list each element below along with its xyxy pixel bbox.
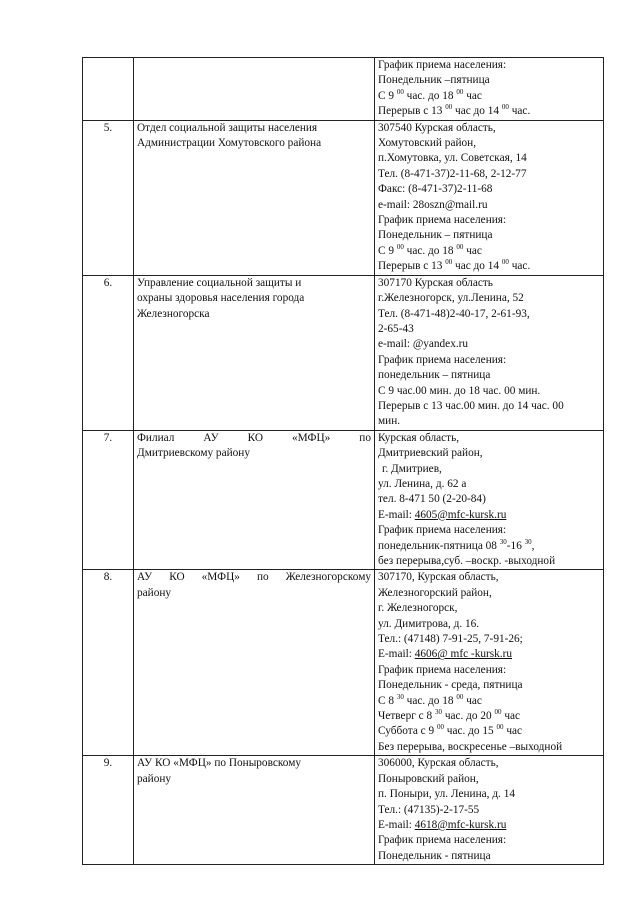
time-minutes-superscript: 00	[494, 709, 502, 717]
info-text: С 9	[378, 244, 397, 257]
info-text: e-mail: @yandex.ru	[378, 338, 469, 351]
contact-info-line	[378, 477, 600, 492]
info-text: Курская область,	[378, 431, 460, 444]
contact-info-line	[378, 89, 600, 104]
contact-info-line	[378, 182, 600, 197]
info-text: Тел. (8-471-37)2-11-68, 2-12-77	[378, 167, 527, 180]
info-text: час до 14	[452, 105, 502, 118]
info-text: 2-65-43	[378, 322, 414, 335]
info-text: ,	[531, 539, 535, 552]
time-minutes-superscript: 00	[501, 104, 509, 112]
info-text: понедельник-пятница 08	[378, 539, 500, 552]
organization-cell	[134, 58, 375, 121]
info-text: тел. 8-471 50 (2-20-84)	[378, 493, 486, 506]
info-text: Понедельник - пятница	[378, 849, 491, 862]
info-text: час до 14	[452, 260, 502, 273]
contact-info-line	[378, 244, 600, 259]
time-minutes-superscript: 30	[499, 538, 507, 546]
time-minutes-superscript: 00	[456, 243, 464, 251]
info-text: без перерыва,суб. –воскр. -выходной	[378, 555, 556, 567]
info-text: п.Хомутовка, ул. Советская, 14	[378, 152, 527, 165]
contact-info-line	[378, 508, 600, 523]
time-minutes-superscript: 00	[501, 259, 509, 267]
info-text: час	[501, 710, 521, 723]
contact-info-cell	[375, 275, 604, 430]
contact-info-line	[378, 259, 600, 274]
contact-info-line	[378, 647, 600, 662]
info-text: Четверг с 8	[378, 710, 435, 723]
info-text: понедельник – пятница	[378, 369, 491, 382]
offices-table	[82, 57, 604, 865]
info-text: Перерыв с 13	[378, 260, 446, 273]
time-minutes-superscript: 00	[456, 693, 464, 701]
contact-info-line	[378, 462, 600, 477]
contact-info-line	[378, 740, 600, 755]
info-text: С 9 час.00 мин. до 18 час. 00 мин.	[378, 384, 541, 397]
contact-info-line	[378, 307, 600, 322]
info-text: Перерыв с 13 час.00 мин. до 14 час. 00	[378, 399, 564, 412]
contact-info-line	[378, 678, 600, 693]
info-text: час	[463, 694, 482, 707]
time-minutes-superscript: 00	[456, 88, 464, 96]
organization-cell	[134, 756, 375, 865]
contact-info-line	[378, 151, 600, 166]
contact-info-line	[378, 632, 600, 647]
contact-info-line	[378, 276, 600, 291]
table-row	[83, 756, 604, 865]
info-text: Дмитриевский район,	[378, 447, 483, 460]
contact-info-line	[378, 724, 600, 739]
contact-info-line	[378, 709, 600, 724]
info-text: 307170, Курская область,	[378, 571, 499, 584]
time-minutes-superscript: 00	[396, 88, 404, 96]
info-text: час	[463, 244, 482, 257]
organization-cell	[134, 120, 375, 275]
organization-name-line: АУ КО «МФЦ» по Железногорскому	[137, 571, 371, 584]
contact-info-line	[378, 586, 600, 601]
contact-info-line	[378, 291, 600, 306]
info-text: Хомутовский район,	[378, 137, 477, 150]
info-text: час.	[508, 105, 531, 118]
info-text: г. Дмитриев,	[382, 462, 442, 475]
info-text: ул. Ленина, д. 62 а	[378, 477, 467, 490]
contact-info-line	[378, 198, 600, 213]
info-text: час. до 15	[443, 725, 497, 738]
info-text: Понедельник – пятница	[378, 229, 493, 242]
info-text: Факс: (8-471-37)2-11-68	[378, 183, 493, 196]
contact-info-line	[378, 104, 600, 119]
organization-name-line: Железногорска	[137, 307, 210, 320]
info-text: мин.	[378, 415, 401, 428]
time-minutes-superscript: 30	[435, 709, 442, 717]
info-text: Суббота с 9	[378, 725, 437, 738]
organization-name-line: Отдел социальной защиты населения	[137, 121, 318, 134]
contact-info-line	[378, 570, 600, 585]
organization-name-line: району	[137, 772, 172, 785]
organization-name-line: Управление социальной защиты и	[137, 276, 302, 289]
info-text: час. до 18	[403, 694, 457, 707]
contact-info-line	[378, 446, 600, 461]
contact-info-line	[378, 663, 600, 678]
organization-name-line: охраны здоровья населения города	[137, 292, 305, 305]
info-text: Перерыв с 13	[378, 105, 446, 118]
email-link[interactable]: 4605@mfc-kursk.ru	[414, 508, 507, 521]
info-text: час. до 20	[442, 710, 495, 723]
offices-table-body	[83, 58, 604, 865]
contact-info-cell	[375, 756, 604, 865]
time-minutes-superscript: 00	[396, 243, 404, 251]
contact-info-line	[378, 756, 600, 771]
info-text: Понедельник –пятница	[378, 74, 490, 87]
info-text: ул. Димитрова, д. 16.	[378, 617, 480, 630]
table-row	[83, 570, 604, 756]
info-text: г. Железногорск,	[378, 602, 458, 615]
contact-info-line	[378, 833, 600, 848]
info-text: час.	[508, 260, 531, 273]
contact-info-line	[378, 368, 600, 383]
info-text: 307170 Курская область	[378, 276, 493, 289]
time-minutes-superscript: 00	[496, 724, 504, 732]
info-text: п. Поныри, ул. Ленина, д. 14	[378, 788, 516, 801]
contact-info-line	[378, 136, 600, 151]
contact-info-line	[378, 694, 600, 709]
contact-info-line	[378, 787, 600, 802]
contact-info-line	[378, 523, 600, 538]
contact-info-line	[378, 353, 600, 368]
contact-info-line	[378, 617, 600, 632]
info-text: e-mail: 28oszn@mail.ru	[378, 198, 488, 211]
row-number: 7.	[83, 430, 134, 570]
contact-info-line	[378, 228, 600, 243]
info-text: г.Железногорск, ул.Ленина, 52	[378, 292, 524, 305]
contact-info-line	[378, 803, 600, 818]
time-minutes-superscript: 30	[524, 538, 532, 546]
table-row	[83, 120, 604, 275]
contact-info-line	[378, 384, 600, 399]
info-text: График приема населения:	[378, 353, 507, 366]
info-text: Без перерыва, воскресенье –выходной	[378, 740, 563, 753]
contact-info-cell	[375, 570, 604, 756]
organization-name-line: району	[137, 586, 172, 599]
contact-info-line	[378, 554, 600, 569]
info-text: График приема населения:	[378, 524, 507, 537]
info-text: 307540 Курская область,	[378, 121, 496, 134]
organization-name-line: Дмитриевскому району	[137, 447, 250, 460]
contact-info-line	[378, 414, 600, 429]
info-text: Тел. (8-471-48)2-40-17, 2-61-93,	[378, 307, 530, 320]
info-text: С 8	[378, 694, 397, 707]
row-number: 5.	[83, 120, 134, 275]
info-text: Понедельник - среда, пятница	[378, 679, 523, 692]
info-text: E-mail:	[378, 648, 415, 661]
email-link[interactable]: 4618@mfc-kursk.ru	[414, 818, 507, 831]
contact-info-line	[378, 337, 600, 352]
contact-info-cell	[375, 58, 604, 121]
contact-info-line	[378, 772, 600, 787]
info-text: График приема населения:	[378, 834, 507, 847]
contact-info-line	[378, 213, 600, 228]
contact-info-line	[378, 167, 600, 182]
contact-info-line	[378, 492, 600, 507]
organization-name-line: АУ КО «МФЦ» по Поныровскому	[137, 757, 302, 770]
info-text: час. до 18	[403, 244, 457, 257]
organization-name-line: Филиал АУ КО «МФЦ» по	[137, 431, 371, 444]
contact-info-line	[378, 399, 600, 414]
organization-cell	[134, 430, 375, 570]
contact-info-line	[378, 849, 600, 864]
time-minutes-superscript: 00	[445, 259, 453, 267]
info-text: Железногорский район,	[378, 586, 492, 599]
info-text: С 9	[378, 89, 397, 102]
info-text: час	[463, 89, 482, 102]
contact-info-line	[378, 818, 600, 833]
info-text: График приема населения:	[378, 214, 507, 227]
info-text: Тел.: (47148) 7-91-25, 7-91-26;	[378, 633, 523, 646]
row-number: 8.	[83, 570, 134, 756]
info-text: -16	[506, 539, 525, 552]
contact-info-line	[378, 601, 600, 616]
time-minutes-superscript: 00	[436, 724, 444, 732]
organization-cell	[134, 570, 375, 756]
contact-info-cell	[375, 120, 604, 275]
info-text: час	[503, 725, 523, 738]
contact-info-line	[378, 121, 600, 136]
info-text: 306000, Курская область,	[378, 757, 499, 770]
organization-name-line: Администрации Хомутовского района	[137, 137, 322, 150]
info-text: E-mail:	[378, 508, 415, 521]
table-row	[83, 58, 604, 121]
info-text: E-mail:	[378, 818, 415, 831]
time-minutes-superscript: 00	[445, 104, 453, 112]
email-link[interactable]: 4606@ mfc -kursk.ru	[414, 648, 513, 661]
info-text: час. до 18	[403, 89, 457, 102]
info-text: График приема населения:	[378, 59, 507, 71]
table-row	[83, 430, 604, 570]
contact-info-line	[378, 73, 600, 88]
info-text: Тел.: (47135)-2-17-55	[378, 803, 480, 816]
info-text: Поныровский район,	[378, 772, 479, 785]
contact-info-line	[378, 58, 600, 73]
info-text: График приема населения:	[378, 663, 507, 676]
organization-cell	[134, 275, 375, 430]
table-row	[83, 275, 604, 430]
contact-info-cell	[375, 430, 604, 570]
row-number	[83, 58, 134, 121]
time-minutes-superscript: 30	[396, 693, 404, 701]
row-number: 9.	[83, 756, 134, 865]
contact-info-line	[378, 539, 600, 554]
contact-info-line	[378, 322, 600, 337]
contact-info-line	[378, 431, 600, 446]
row-number: 6.	[83, 275, 134, 430]
